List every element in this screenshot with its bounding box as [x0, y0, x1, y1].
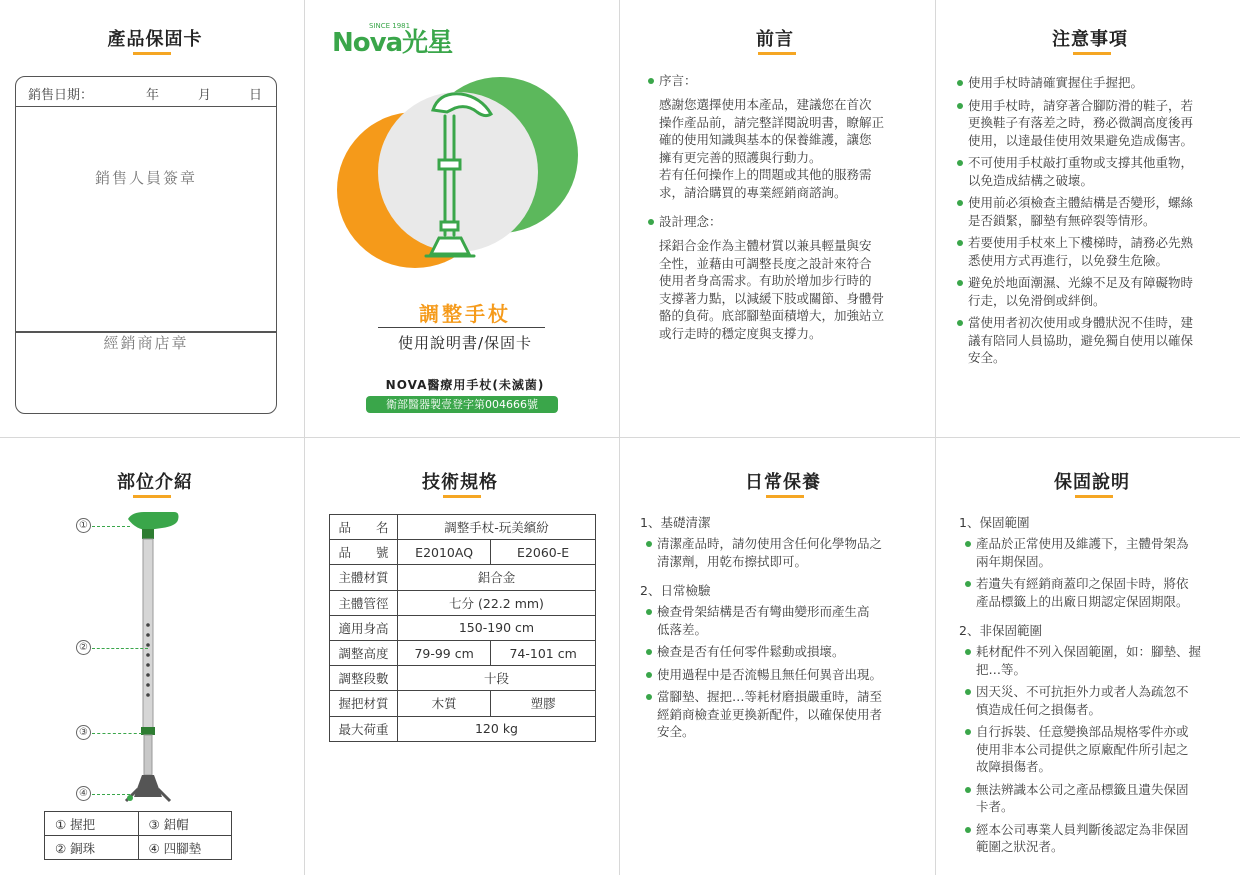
- logo-since: SINCE 1981: [369, 22, 411, 30]
- note-line: 行走，以免滑倒或絆倒。: [968, 292, 1106, 308]
- parts-title: 部位介紹: [117, 472, 193, 493]
- section-line: 檢查骨架結構是否有彎曲變形而產生高: [657, 604, 870, 619]
- note-line: 避免於地面潮濕、光線不足及有障礙物時: [968, 275, 1194, 290]
- marker-3: ③: [76, 725, 91, 740]
- care-title: 日常保養: [745, 472, 821, 493]
- specs-title: 技術規格: [422, 472, 498, 493]
- title-underline: [443, 495, 481, 498]
- bullet-dot: [957, 103, 963, 109]
- preface-line: 全性，並藉由可調整長度之設計來符合: [659, 255, 872, 271]
- cover-model: NOVA醫療用手杖(未滅菌): [385, 378, 545, 392]
- sales-sign-label: 銷售人員簽章: [94, 169, 197, 187]
- spec-label: 調整段數: [330, 666, 398, 691]
- bullet-dot: [957, 80, 963, 86]
- note-line: 更換鞋子有落差之時，務必微調高度後再: [968, 115, 1194, 130]
- spec-label: 適用身高: [330, 615, 398, 640]
- bullet-dot: [646, 609, 652, 615]
- preface-line: 或行走時的穩定度與支撐力。: [659, 325, 822, 341]
- section-line: 使用過程中是否流暢且無任何異音出現。: [657, 666, 883, 682]
- spec-row: [330, 515, 596, 540]
- spec-value: 150-190 cm: [398, 615, 596, 640]
- notes-title: 注意事項: [1052, 29, 1128, 50]
- section-line: 安全。: [657, 724, 695, 739]
- cover-title: 調整手杖: [419, 302, 511, 326]
- legend-cell: ② 銅珠: [45, 836, 139, 860]
- year-label: 年: [146, 88, 160, 103]
- legend-cell: ① 握把: [45, 812, 139, 836]
- section-line: 兩年期保固。: [976, 553, 1052, 569]
- preface-line: 確的使用知識與基本的保養維護，讓您: [659, 132, 872, 147]
- preface-line: 感謝您選擇使用本產品，建議您在首次: [659, 97, 872, 112]
- note-line: 使用前必須檢查主體結構是否變形，螺絲: [968, 195, 1194, 210]
- spec-row: [330, 666, 596, 691]
- spec-label: 品 號: [330, 540, 398, 565]
- leader-line: [92, 648, 148, 649]
- preface-heading: 設計理念：: [659, 214, 722, 229]
- marker-2: ②: [76, 640, 91, 655]
- note-line: 以免造成結構之破壞。: [968, 172, 1094, 188]
- sale-date-row: [16, 77, 276, 107]
- spec-label: 主體管徑: [330, 590, 398, 615]
- preface-title: 前言: [756, 29, 794, 50]
- section-line: 清潔產品時，請勿使用含任何化學物品之: [657, 536, 883, 551]
- preface-line: 擁有更完善的照護與行動力。: [659, 149, 822, 165]
- title-underline: [1073, 52, 1111, 55]
- guarantee-title: 保固說明: [1054, 472, 1130, 493]
- spec-row: [330, 691, 596, 716]
- preface-heading: 序言：: [659, 73, 697, 88]
- bullet-dot: [957, 240, 963, 246]
- spec-value: 120 kg: [398, 716, 596, 741]
- bullet-dot: [965, 689, 971, 695]
- section-line: 低落差。: [657, 621, 708, 637]
- spec-label: 主體材質: [330, 565, 398, 590]
- note-line: 不可使用手杖敲打重物或支撐其他重物，: [968, 155, 1194, 170]
- spec-table: [329, 514, 596, 742]
- leader-line: [92, 526, 130, 527]
- spec-label: 握把材質: [330, 691, 398, 716]
- spec-value: E2010AQ: [398, 540, 491, 565]
- section-line: 範圍之狀況者。: [976, 839, 1064, 854]
- dealer-stamp-label: 經銷商店章: [103, 334, 189, 352]
- bullet-dot: [965, 827, 971, 833]
- bullet-dot: [957, 200, 963, 206]
- section-heading: 2、日常檢驗: [640, 583, 711, 598]
- spec-value: 十段: [398, 666, 596, 691]
- logo-cn: 光星: [402, 28, 453, 58]
- bullet-dot: [965, 581, 971, 587]
- section-line: 耗材配件不列入保固範圍，如：腳墊、握: [976, 644, 1202, 659]
- spec-row: [330, 615, 596, 640]
- section-line: 檢查是否有任何零件鬆動或損壞。: [657, 644, 845, 659]
- title-underline: [758, 52, 796, 55]
- note-line: 安全。: [968, 350, 1006, 365]
- bullet-dot: [957, 160, 963, 166]
- sale-date-label: 銷售日期：: [28, 88, 94, 103]
- spec-row: [330, 590, 596, 615]
- section-line: 因天災、不可抗拒外力或者人為疏忽不: [976, 684, 1189, 699]
- bullet-dot: [965, 649, 971, 655]
- spec-value: 鋁合金: [398, 565, 596, 590]
- warranty-title: 產品保固卡: [107, 29, 203, 50]
- section-line: 把…等。: [976, 661, 1027, 677]
- preface-line: 支撐著力點，以減緩下肢或關節、身體骨: [659, 290, 885, 306]
- title-underline: [133, 495, 171, 498]
- title-underline: [133, 52, 171, 55]
- section-line: 若遺失有經銷商蓋印之保固卡時，將依: [976, 576, 1189, 591]
- spec-row: [330, 640, 596, 665]
- spec-value: 74-101 cm: [491, 640, 596, 665]
- cover-illustration: [330, 60, 590, 290]
- bullet-dot: [648, 78, 654, 84]
- marker-1: ①: [76, 518, 91, 533]
- section-line: 無法辨識本公司之產品標籤且遺失保固: [976, 781, 1189, 797]
- preface-line: 採鋁合金作為主體材質以兼具輕量與安: [659, 238, 872, 253]
- spec-row: [330, 716, 596, 741]
- spec-value: E2060-E: [491, 540, 596, 565]
- spec-row: [330, 540, 596, 565]
- title-underline: [1075, 495, 1113, 498]
- note-line: 當使用者初次使用或身體狀況不佳時，建: [968, 315, 1194, 330]
- bullet-dot: [957, 280, 963, 286]
- cover-subtitle: 使用說明書/保固卡: [397, 334, 533, 352]
- note-line: 是否鎖緊，腳墊有無碎裂等情形。: [968, 212, 1156, 228]
- cane-diagram: [120, 505, 200, 810]
- legend-cell: ③ 鋁帽: [138, 812, 232, 836]
- license-badge: 衛部醫器製壹登字第004666號: [366, 396, 558, 413]
- spec-label: 品 名: [330, 515, 398, 540]
- spec-label: 調整高度: [330, 640, 398, 665]
- section-line: 慎造成任何之損傷者。: [976, 701, 1102, 717]
- handle-shape: [128, 512, 179, 530]
- section-line: 卡者。: [976, 799, 1014, 814]
- section-line: 當腳墊、握把…等耗材磨損嚴重時，請至: [657, 689, 883, 704]
- preface-line: 骼的負荷。底部腳墊面積增大，加強站立: [659, 308, 885, 323]
- section-line: 清潔劑，用乾布擦拭即可。: [657, 553, 808, 569]
- note-line: 使用手杖時，請穿著合腳防滑的鞋子，若: [968, 97, 1194, 113]
- spec-row: [330, 565, 596, 590]
- leader-line: [92, 733, 142, 734]
- section-line: 故障損傷者。: [976, 759, 1052, 774]
- section-heading: 1、保固範圍: [959, 515, 1030, 530]
- bullet-dot: [965, 541, 971, 547]
- warranty-card: [15, 76, 277, 414]
- preface-line: 操作產品前，請完整詳閱說明書，瞭解正: [659, 114, 885, 130]
- spec-label: 最大荷重: [330, 716, 398, 741]
- section-heading: 1、基礎清潔: [640, 515, 711, 530]
- note-line: 使用，以達最佳使用效果避免造成傷害。: [968, 132, 1194, 148]
- parts-legend: [44, 811, 232, 860]
- spec-value: 調整手杖-玩美繽紛: [398, 515, 596, 540]
- logo-text: Nova: [332, 28, 403, 58]
- bullet-dot: [646, 694, 652, 700]
- note-line: 使用手杖時請確實握住手握把。: [968, 75, 1144, 90]
- bullet-dot: [965, 729, 971, 735]
- section-heading: 2、非保固範圍: [959, 623, 1042, 638]
- marker-4: ④: [76, 786, 91, 801]
- cover-divider: [378, 327, 545, 328]
- bullet-dot: [965, 787, 971, 793]
- bullet-dot: [646, 541, 652, 547]
- bullet-dot: [646, 649, 652, 655]
- spec-value: 79-99 cm: [398, 640, 491, 665]
- bullet-dot: [648, 219, 654, 225]
- preface-line: 使用者身高需求。有助於增加步行時的: [659, 273, 872, 288]
- section-line: 經本公司專業人員判斷後認定為非保固: [976, 821, 1189, 837]
- note-line: 若要使用手杖來上下樓梯時，請務必先熟: [968, 235, 1194, 250]
- spec-value: 塑膠: [491, 691, 596, 716]
- spec-value: 七分 (22.2 mm): [398, 590, 596, 615]
- section-line: 產品標籤上的出廠日期認定保固期限。: [976, 593, 1189, 609]
- month-label: 月: [198, 88, 212, 103]
- day-label: 日: [249, 88, 263, 103]
- section-line: 經銷商檢查並更換新配件，以確保使用者: [657, 706, 883, 722]
- bullet-dot: [957, 320, 963, 326]
- title-underline: [766, 495, 804, 498]
- preface-line: 若有任何操作上的問題或其他的服務需: [659, 167, 872, 182]
- preface-line: 求，請洽購買的專業經銷商諮詢。: [659, 184, 847, 200]
- section-line: 使用非本公司提供之原廠配件所引起之: [976, 741, 1189, 757]
- note-line: 議有陪同人員協助，避免獨自使用以確保: [968, 332, 1194, 348]
- bullet-dot: [646, 672, 652, 678]
- spec-value: 木質: [398, 691, 491, 716]
- divider: [0, 437, 1240, 438]
- section-line: 產品於正常使用及維護下，主體骨架為: [976, 536, 1189, 551]
- section-line: 自行拆裝、任意變換部品規格零件亦或: [976, 724, 1189, 739]
- legend-cell: ④ 四腳墊: [138, 836, 232, 860]
- note-line: 悉使用方式再進行，以免發生危險。: [968, 252, 1169, 268]
- leader-line: [92, 794, 130, 795]
